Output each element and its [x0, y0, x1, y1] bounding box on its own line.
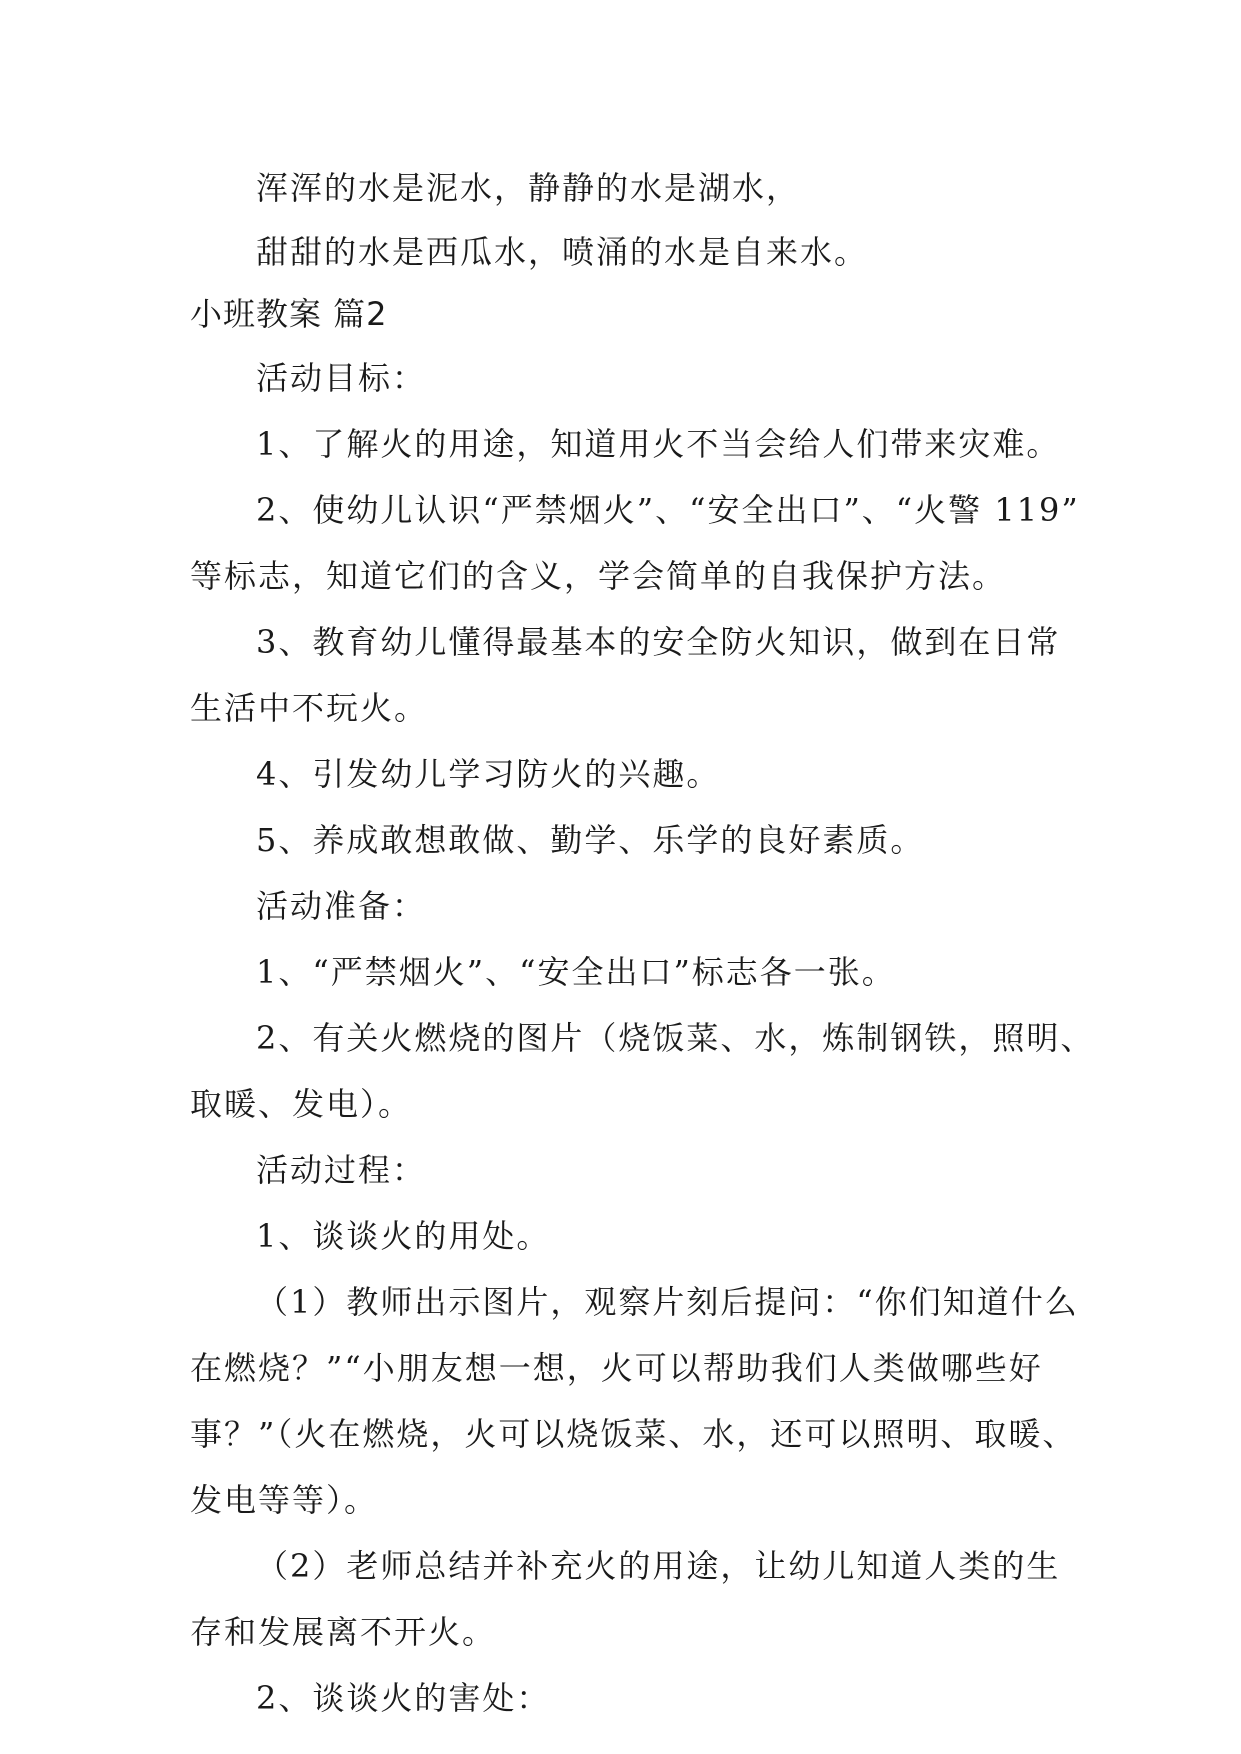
goal-item-3-continued: 生活中不玩火。: [190, 689, 429, 727]
goal-item-4: 4、引发幼儿学习防火的兴趣。: [256, 755, 721, 793]
goal-item-2: 2、使幼儿认识“严禁烟火”、“安全出口”、“火警 119”: [256, 491, 1080, 529]
process-step-2: 2、谈谈火的害处：: [256, 1679, 551, 1717]
preparation-item-2: 2、有关火燃烧的图片（烧饭菜、水，炼制钢铁，照明、: [256, 1019, 1095, 1057]
poem-line-2: 甜甜的水是西瓜水，喷涌的水是自来水。: [256, 233, 869, 271]
preparation-item-2-continued: 取暖、发电）。: [190, 1085, 413, 1123]
process-step-1: 1、谈谈火的用处。: [256, 1217, 551, 1255]
preparation-item-1: 1、“严禁烟火”、“安全出口”标志各一张。: [256, 953, 896, 991]
activity-process-heading: 活动过程：: [256, 1151, 427, 1189]
process-step-1-sub-2: （2）老师总结并补充火的用途，让幼儿知道人类的生: [256, 1547, 1061, 1585]
poem-line-1: 浑浑的水是泥水，静静的水是湖水，: [256, 169, 801, 207]
process-step-1-sub-1-continued-b: 事？”（火在燃烧，火可以烧饭菜、水，还可以照明、取暖、: [190, 1415, 1077, 1453]
process-step-1-sub-1-continued-a: 在燃烧？”“小朋友想一想，火可以帮助我们人类做哪些好: [190, 1349, 1043, 1387]
goal-item-3: 3、教育幼儿懂得最基本的安全防火知识，做到在日常: [256, 623, 1061, 661]
goal-item-1: 1、了解火的用途，知道用火不当会给人们带来灾难。: [256, 425, 1061, 463]
goal-item-5: 5、养成敢想敢做、勤学、乐学的良好素质。: [256, 821, 925, 859]
activity-preparation-heading: 活动准备：: [256, 887, 427, 925]
goal-item-2-continued: 等标志，知道它们的含义，学会简单的自我保护方法。: [190, 557, 1007, 595]
process-step-1-sub-1: （1）教师出示图片，观察片刻后提问：“你们知道什么: [256, 1283, 1079, 1321]
activity-goals-heading: 活动目标：: [256, 359, 427, 397]
process-step-1-sub-1-continued-c: 发电等等）。: [190, 1481, 379, 1519]
section-heading: 小班教案 篇2: [190, 295, 388, 333]
process-step-1-sub-2-continued: 存和发展离不开火。: [190, 1613, 497, 1651]
